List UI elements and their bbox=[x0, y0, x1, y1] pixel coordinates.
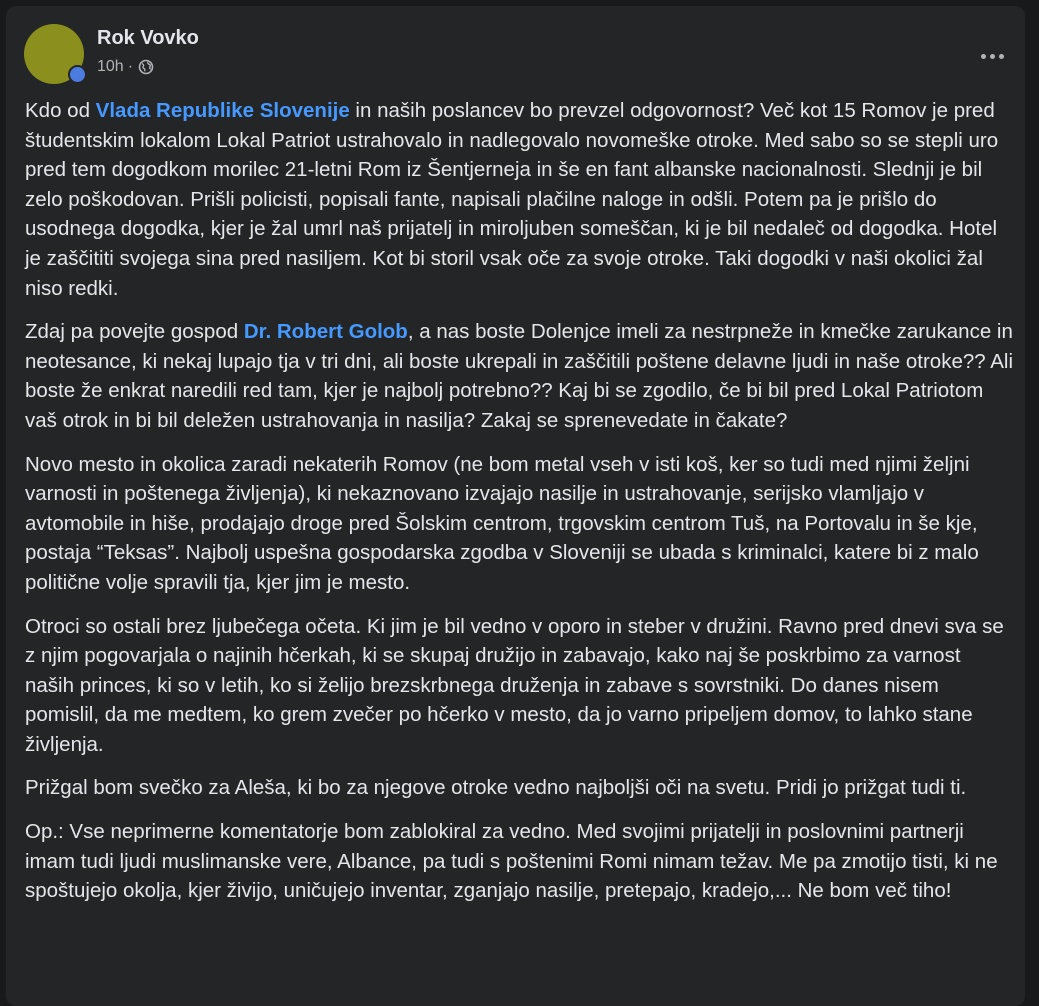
post-paragraph bbox=[25, 317, 1015, 435]
post-paragraph: Novo mesto in okolica zaradi nekaterih Romov (ne bom metal vseh v isti koš, ker so tudi med njimi željni varnosti in poštenega življenja), ki nekaznovano izvajajo nasilje in ustrahovanje, serijsko vlamljajo v avtomobile in hiše, prodajajo droge pred Šolskim centrom, trgovskim centrom Tuš, na Portovalu in še kje, postaja “Teksas”. Najbolj uspešna gospodarska zgodba v Sloveniji se ubada s kriminalci, katere bi z malo politične volje spravili tja, kjer jim je mesto. bbox=[25, 452, 979, 594]
post-paragraph bbox=[25, 96, 1015, 303]
post-card bbox=[6, 6, 1025, 1006]
online-status-badge bbox=[68, 65, 87, 84]
author-name[interactable]: Rok Vovko bbox=[97, 27, 199, 49]
paragraph-text: Kdo od bbox=[25, 99, 96, 122]
mention-link-golob[interactable]: Dr. Robert Golob bbox=[243, 320, 408, 344]
mention-link-vlada[interactable]: Vlada Republike Slovenije bbox=[95, 99, 350, 122]
more-options-button[interactable] bbox=[972, 36, 1012, 76]
paragraph-text: in naših poslancev bo prevzel odgovornost? Več kot 15 Romov je pred študentskim lokalom Lokal Patriot ustrahovalo in nadlegovalo novomeške otroke. Med sabo so se stepli uro pred tem dogodkom morilec 21-letni Rom iz Šentjerneja in še en fant albanske nacionalnosti. Slednji je bil zelo poškodovan. Prišli policisti, popisali fante, napisali plačilne naloge in odšli. Potem pa je prišlo do usodnega dogodka, kjer je žal umrl naš prijatelj in miroljuben someščan, ki je bil nedaleč od dogodka. Hotel je zaščititi svojega sina pred nasiljem. Kot bi storil vsak oče za svoje otroke. Taki dogodki v naši okolici žal niso redki. bbox=[25, 99, 999, 300]
post-paragraph: Op.: Vse neprimerne komentatorje bom zablokiral za vedno. Med svojimi prijatelji in poslovnimi partnerji imam tudi ljudi muslimanske vere, Albance, pa tudi s poštenimi Romi nimam težav. Me pa zmotijo tisti, ki ne spoštujejo okolja, kjer živijo, uničujejo inventar, zganjajo nasilje, pretepajo, kradejo,... Ne bom več tiho! bbox=[25, 820, 998, 903]
more-options-icon-dot bbox=[990, 54, 995, 59]
more-options-icon-dot bbox=[999, 54, 1004, 59]
globe-icon[interactable] bbox=[138, 59, 154, 75]
post-paragraph: Prižgal bom svečko za Aleša, ki bo za njegove otroke vedno najboljši oči na svetu. Pridi jo prižgat tudi ti. bbox=[25, 776, 967, 800]
more-options-icon bbox=[981, 54, 986, 59]
meta-separator: · bbox=[127, 58, 134, 75]
post-timestamp[interactable]: 10h bbox=[97, 58, 124, 75]
post-meta bbox=[97, 58, 154, 76]
paragraph-text: , a nas boste Dolenjce imeli za nestrpneže in kmečke zarukance in neotesance, ki nekaj lupajo tja v tri dni, ali boste ukrepali in zaščitili poštene delavne ljudi in naše otroke?? Ali boste že enkrat naredili red tam, kjer je najbolj potrebno?? Kaj bi se zgodilo, če bi bil pred Lokal Patriotom vaš otrok in bi bil deležen ustrahovanja in nasilja? Zakaj se sprenevedate in čakate? bbox=[25, 320, 1014, 432]
post-body bbox=[25, 96, 1015, 920]
post-paragraph: Otroci so ostali brez ljubečega očeta. Ki jim je bil vedno v oporo in steber v družini. Ravno pred dnevi sva se z njim pogovarjala o najinih hčerkah, ki se skupaj družijo in zabavajo, kako naj še poskrbimo za varnost naših princes, ki so v letih, ko si želijo brezskrbnega druženja in zabave s sovrstniki. Do danes nisem pomislil, da me medtem, ko grem zvečer po hčerko v mesto, da jo varno pripeljem domov, to lahko stane življenja. bbox=[25, 614, 1004, 756]
post-header bbox=[24, 24, 1014, 90]
paragraph-text: Zdaj pa povejte gospod bbox=[25, 320, 244, 344]
